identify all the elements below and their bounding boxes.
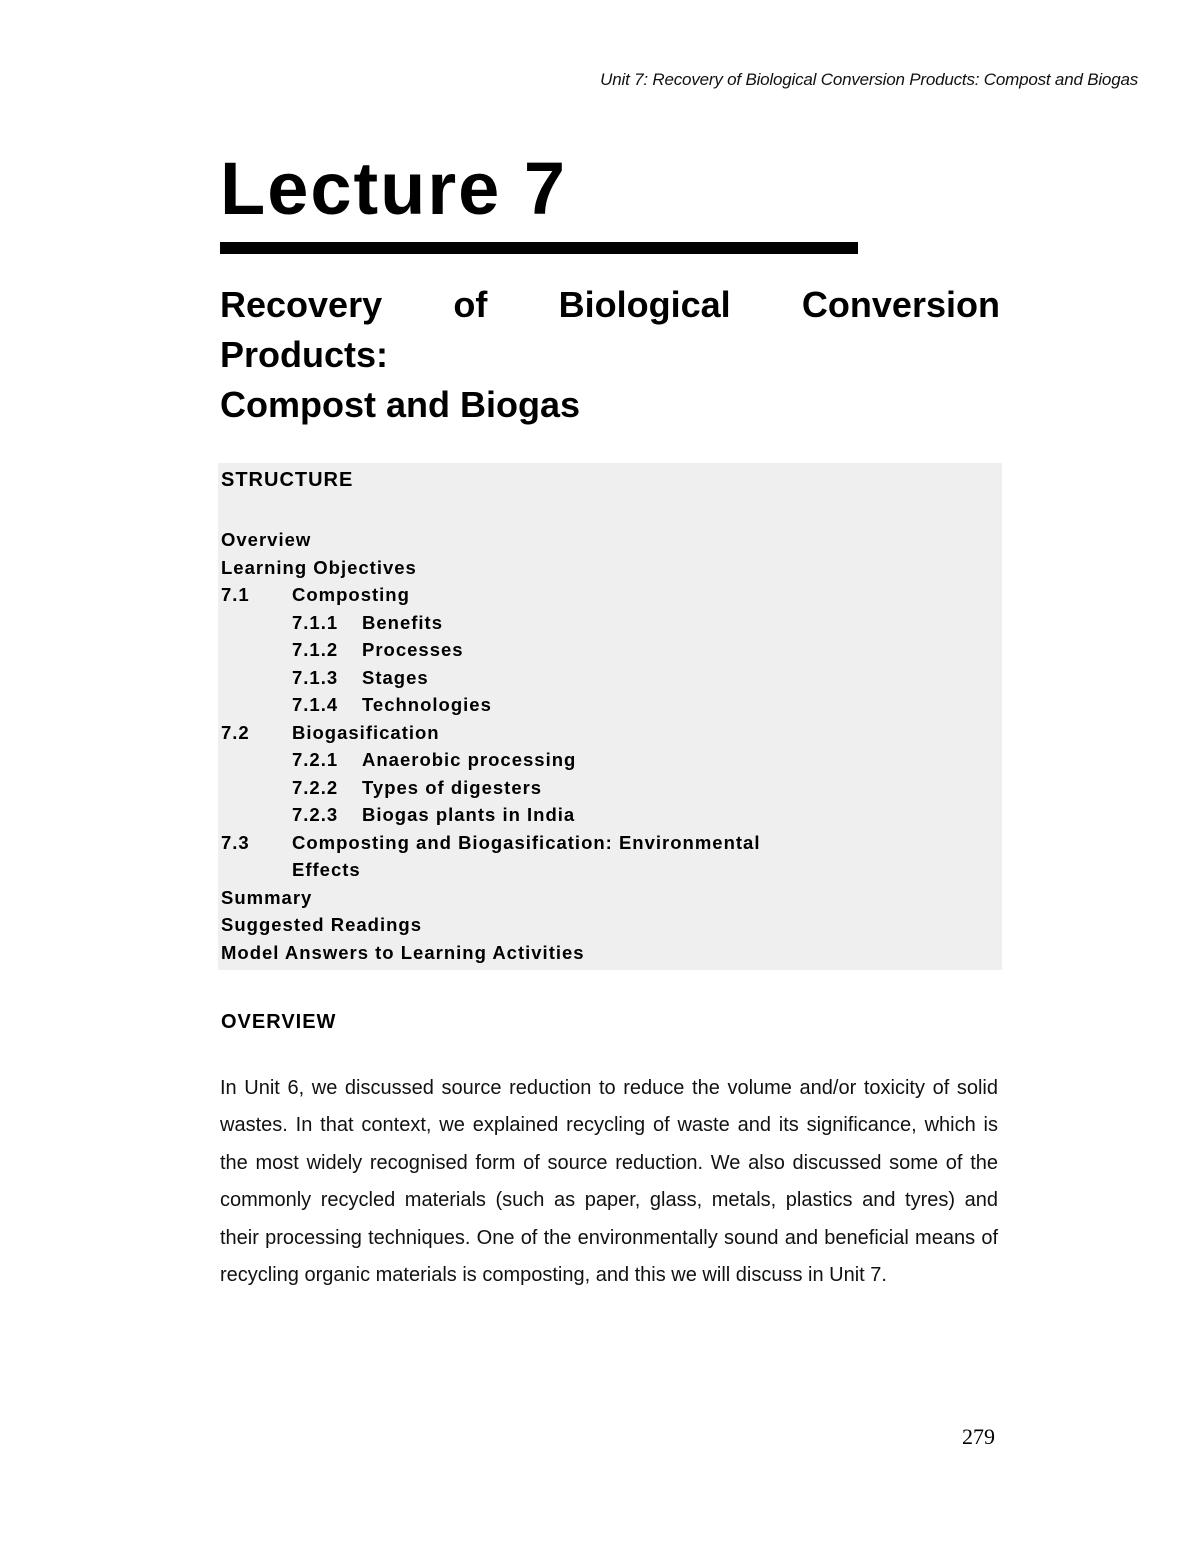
toc-item	[221, 664, 991, 692]
toc-item-number: 7.2.2	[292, 776, 339, 798]
structure-heading: STRUCTURE	[221, 469, 354, 491]
toc-item-label: Model Answers to Learning Activities	[221, 941, 585, 963]
toc-item	[221, 719, 991, 747]
main-title-line3: Compost and Biogas	[220, 384, 581, 425]
page-number: 279	[962, 1424, 995, 1449]
main-title-word: Biological	[558, 284, 731, 325]
toc-item-label: Stages	[362, 666, 429, 688]
toc-item-label: Effects	[292, 859, 361, 880]
toc-item	[221, 939, 991, 967]
toc-item	[221, 801, 991, 829]
toc-item	[221, 746, 991, 774]
toc-item-label: Biogasification	[292, 721, 440, 743]
toc-item	[221, 554, 991, 582]
toc-item-number: 7.1.3	[292, 666, 339, 688]
toc-item-number: 7.2.1	[292, 749, 339, 770]
toc-item	[221, 526, 991, 554]
toc-item-label: Overview	[221, 529, 312, 550]
toc-item-number: 7.1.2	[292, 639, 339, 660]
overview-paragraph: In Unit 6, we discussed source reduction to reduce the volume and/or toxicity of solid wastes. In that context, we explained recycling of waste and its significance, which is the most widely recognised form of source reduction. We also discussed some of the commonly recycled materials (such as paper, glass, metals, plastics and tyres) and their processing techniques. One of the environmentally sound and beneficial means of recycling organic materials is composting, and this we will discuss in Unit 7.	[220, 1077, 998, 1287]
toc-item	[221, 609, 991, 637]
main-title-line2: Products:	[220, 334, 389, 375]
table-of-contents	[221, 526, 991, 966]
running-header: Unit 7: Recovery of Biological Conversion Products: Compost and Biogas	[600, 70, 1138, 89]
main-title-line1	[220, 280, 1000, 330]
lecture-title: Lecture 7	[220, 147, 568, 230]
toc-item-label: Technologies	[362, 694, 492, 715]
main-title-word: Conversion	[801, 284, 1000, 325]
toc-item	[221, 636, 991, 664]
toc-item-number: 7.2.3	[292, 804, 339, 825]
toc-item-number: 7.2	[221, 721, 250, 743]
toc-item-label: Suggested Readings	[221, 914, 422, 935]
main-title-word: of	[453, 284, 488, 325]
toc-item-number: 7.3	[221, 831, 250, 853]
toc-item-number: 7.1	[221, 584, 250, 605]
toc-item-label: Processes	[362, 639, 464, 660]
toc-item-number: 7.1.1	[292, 611, 339, 633]
toc-item	[221, 774, 991, 802]
toc-item	[221, 911, 991, 939]
toc-item-label: Biogas plants in India	[362, 804, 576, 825]
toc-item-label: Summary	[221, 886, 313, 908]
main-title	[220, 280, 1000, 430]
toc-item	[221, 691, 991, 719]
toc-item-label: Composting and Biogasification: Environmental	[292, 831, 761, 853]
title-rule	[220, 242, 858, 254]
toc-item-label: Composting	[292, 584, 410, 605]
toc-item	[221, 829, 991, 857]
toc-item-label: Benefits	[362, 611, 443, 633]
toc-item	[221, 856, 991, 884]
overview-heading: OVERVIEW	[221, 1011, 337, 1033]
main-title-word: Recovery	[220, 284, 383, 325]
toc-item-label: Learning Objectives	[221, 556, 417, 578]
toc-item	[221, 884, 991, 912]
toc-item	[221, 581, 991, 609]
toc-item-label: Anaerobic processing	[362, 749, 577, 770]
toc-item-label: Types of digesters	[362, 776, 543, 798]
toc-item-number: 7.1.4	[292, 694, 339, 715]
